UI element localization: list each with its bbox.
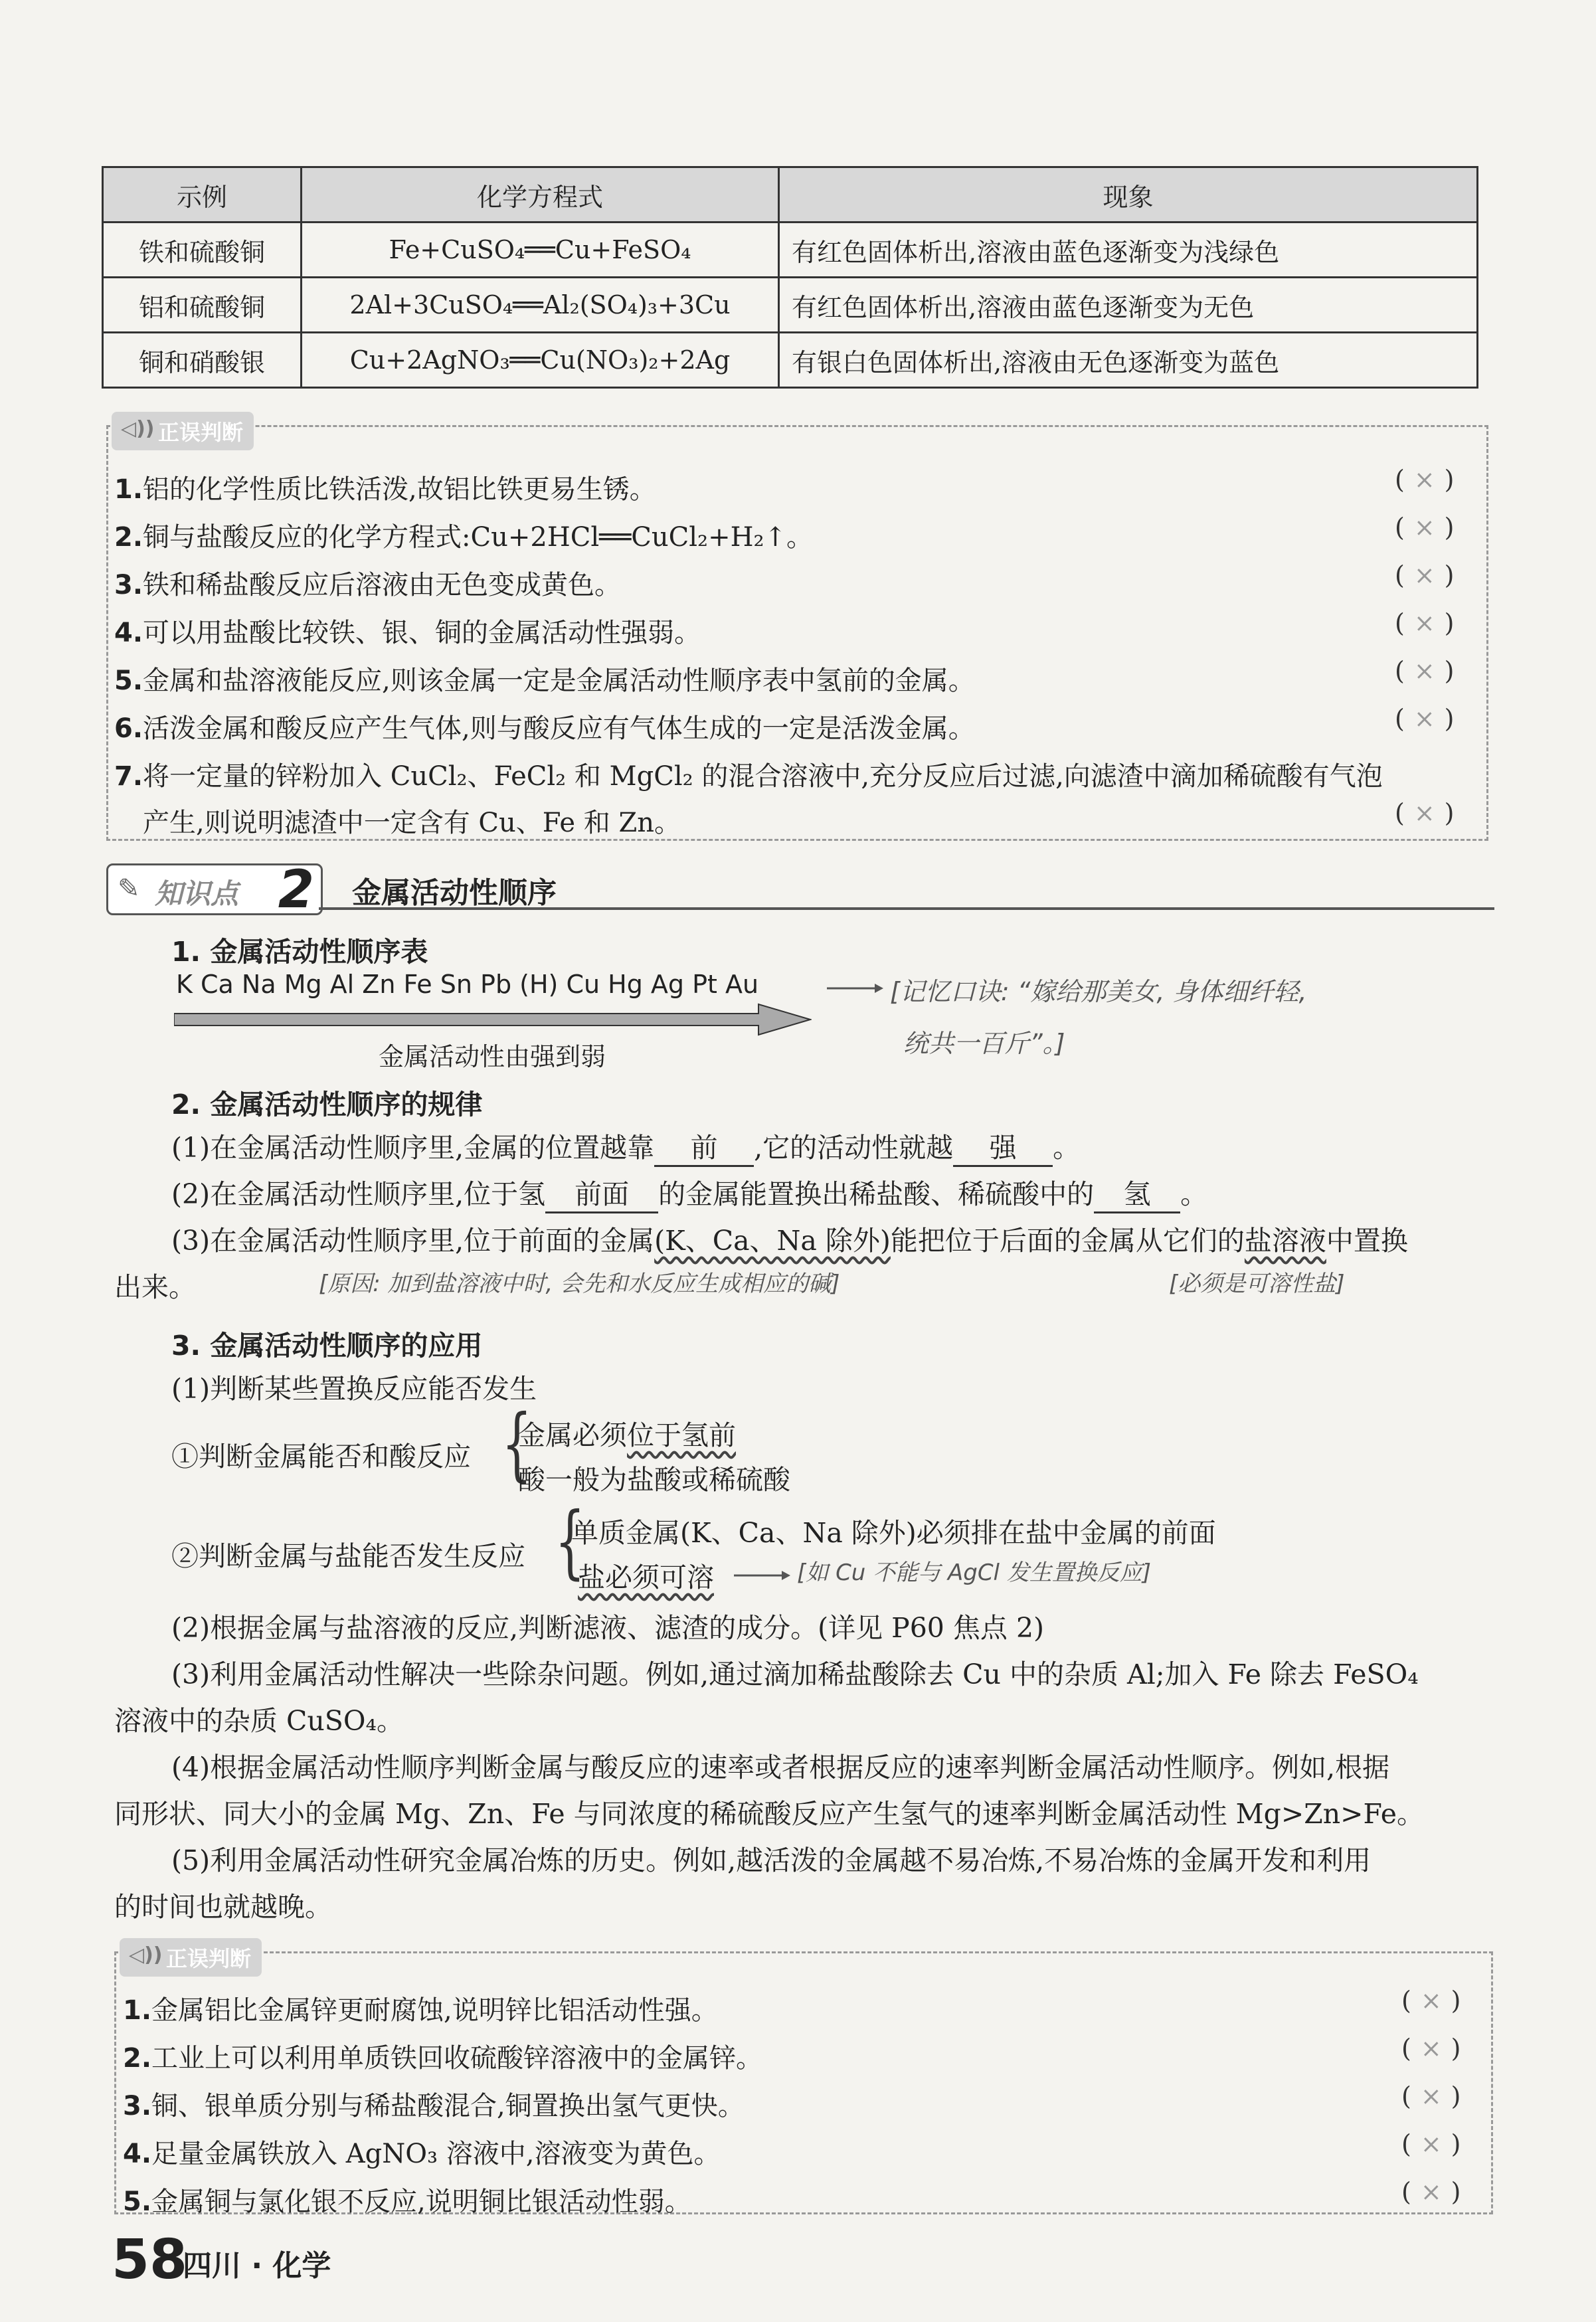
item-text: 铁和稀盐酸反应后溶液由无色变成黄色。 bbox=[143, 570, 622, 600]
item-text: 金属和盐溶液能反应,则该金属一定是金属活动性顺序表中氢前的金属。 bbox=[143, 666, 975, 696]
paren-close: ) bbox=[1444, 465, 1455, 494]
rule-text: 的金属能置换出稀盐酸、稀硫酸中的 bbox=[658, 1178, 1095, 1210]
rule-text: ,它的活动性就越 bbox=[754, 1132, 954, 1164]
rule-3 bbox=[171, 1219, 1408, 1258]
judgement-item bbox=[123, 1989, 718, 2027]
paren-open: ( bbox=[1395, 656, 1405, 685]
judgement-item bbox=[123, 2181, 691, 2218]
judgement-item bbox=[114, 660, 975, 697]
item-number: 2. bbox=[123, 2043, 152, 2074]
fill-blank: 前面 bbox=[545, 1172, 658, 1213]
speaker-icon: ◁)) bbox=[129, 1943, 163, 1967]
answer-mark: × bbox=[1413, 656, 1435, 685]
equation-cell: Cu+2AgNO₃══Cu(NO₃)₂+2Ag bbox=[302, 333, 779, 388]
paren-open: ( bbox=[1401, 2082, 1411, 2111]
pen-icon: ✎ bbox=[118, 873, 140, 904]
rule-1 bbox=[171, 1126, 1080, 1167]
rule-text: 中置换 bbox=[1326, 1225, 1408, 1257]
rule-text: 金属必须 bbox=[518, 1419, 627, 1451]
phenomenon-cell: 有红色固体析出,溶液由蓝色逐渐变为无色 bbox=[779, 278, 1478, 333]
judgement-item bbox=[123, 2037, 762, 2075]
agcl-note: [如 Cu 不能与 AgCl 发生置换反应] bbox=[797, 1560, 1152, 1586]
part3-heading: 3. 金属活动性顺序的应用 bbox=[171, 1330, 483, 1362]
knowledge-point-label: 知识点 bbox=[155, 877, 239, 910]
paren-close: ) bbox=[1444, 656, 1455, 685]
note-arrow-icon bbox=[827, 982, 883, 995]
item-text: 将一定量的锌粉加入 CuCl₂、FeCl₂ 和 MgCl₂ 的混合溶液中,充分反应后过滤,向滤渣中滴加稀硫酸有气泡 bbox=[143, 761, 1383, 792]
rule-text: 。 bbox=[1180, 1178, 1208, 1210]
application-4-line1: (4)根据金属活动性顺序判断金属与酸反应的速率或者根据反应的速率判断金属活动性顺序。例如,根据 bbox=[171, 1751, 1390, 1783]
answer-box bbox=[1401, 1986, 1461, 2015]
answer-box bbox=[1401, 2129, 1461, 2159]
part1-heading: 1. 金属活动性顺序表 bbox=[171, 936, 428, 968]
item-number: 4. bbox=[114, 618, 143, 648]
answer-mark: × bbox=[1413, 465, 1435, 494]
answer-mark: × bbox=[1413, 798, 1435, 828]
answer-mark: × bbox=[1420, 2129, 1442, 2159]
paren-open: ( bbox=[1395, 561, 1405, 590]
judgement-item bbox=[123, 2085, 745, 2123]
wavy-text: 盐溶液 bbox=[1244, 1225, 1326, 1257]
reason-note: [原因: 加到盐溶液中时, 会先和水反应生成相应的碱] bbox=[319, 1271, 840, 1297]
item-text: 铜与盐酸反应的化学方程式:Cu+2HCl══CuCl₂+H₂↑。 bbox=[143, 522, 814, 553]
answer-mark: × bbox=[1420, 1986, 1442, 2015]
item-text: 活泼金属和酸反应产生气体,则与酸反应有气体生成的一定是活泼金属。 bbox=[143, 713, 975, 744]
application-5-line1: (5)利用金属活动性研究金属冶炼的历史。例如,越活泼的金属越不易冶炼,不易冶炼的金属开发和利用 bbox=[171, 1844, 1372, 1876]
judgement-tag-label: 正误判断 bbox=[158, 420, 244, 445]
paren-open: ( bbox=[1401, 2177, 1411, 2206]
reaction-table bbox=[102, 166, 1478, 389]
judgement-item bbox=[114, 612, 701, 650]
application-1: (1)判断某些置换反应能否发生 bbox=[171, 1373, 537, 1405]
answer-box bbox=[1395, 656, 1455, 685]
table-header-row bbox=[103, 167, 1478, 223]
answer-box bbox=[1401, 2082, 1461, 2111]
knowledge-point-number: 2 bbox=[278, 860, 314, 920]
item-text: 工业上可以利用单质铁回收硫酸锌溶液中的金属锌。 bbox=[151, 2043, 763, 2074]
paren-open: ( bbox=[1395, 513, 1405, 542]
item-text: 金属铝比金属锌更耐腐蚀,说明锌比铝活动性强。 bbox=[151, 1995, 718, 2026]
paren-close: ) bbox=[1451, 2034, 1461, 2063]
paren-open: ( bbox=[1395, 798, 1405, 828]
paren-open: ( bbox=[1401, 2129, 1411, 2159]
memo-line-1: [记忆口诀: “嫁给那美女, 身体细纤轻, bbox=[890, 977, 1307, 1006]
section-divider bbox=[319, 907, 1494, 910]
part2-heading: 2. 金属活动性顺序的规律 bbox=[171, 1089, 483, 1120]
page-number: 58 bbox=[112, 2228, 188, 2291]
example-cell: 铁和硫酸铜 bbox=[103, 223, 302, 278]
judgement-tag bbox=[112, 412, 254, 450]
brace-icon: { bbox=[501, 1398, 533, 1490]
item-text: 可以用盐酸比较铁、银、铜的金属活动性强弱。 bbox=[143, 618, 701, 648]
activity-series: K Ca Na Mg Al Zn Fe Sn Pb (H) Cu Hg Ag Pt Au bbox=[176, 970, 759, 999]
answer-box bbox=[1395, 561, 1455, 590]
rule-text: (2)在金属活动性顺序里,位于氢 bbox=[171, 1178, 546, 1210]
answer-mark: × bbox=[1420, 2082, 1442, 2111]
item-number: 1. bbox=[114, 474, 143, 505]
fill-blank: 强 bbox=[953, 1126, 1053, 1167]
equation-cell: Fe+CuSO₄══Cu+FeSO₄ bbox=[302, 223, 779, 278]
paren-open: ( bbox=[1401, 2034, 1411, 2063]
wavy-text: 位于氢前 bbox=[627, 1419, 736, 1451]
judgement-item bbox=[114, 707, 975, 745]
example-cell: 铝和硫酸铜 bbox=[103, 278, 302, 333]
answer-box bbox=[1395, 465, 1455, 494]
fill-blank: 前 bbox=[654, 1126, 754, 1167]
fill-blank: 氢 bbox=[1094, 1172, 1180, 1213]
application-5-line2: 的时间也就越晚。 bbox=[114, 1891, 332, 1923]
answer-box bbox=[1395, 608, 1455, 638]
soluble-note: [必须是可溶性盐] bbox=[1169, 1271, 1345, 1297]
judgement-item bbox=[114, 468, 656, 506]
paren-close: ) bbox=[1444, 798, 1455, 828]
rule-text: 。 bbox=[1053, 1132, 1081, 1164]
speaker-icon: ◁)) bbox=[121, 417, 155, 440]
item-number: 7. bbox=[114, 761, 143, 792]
table-row bbox=[103, 223, 1478, 278]
item-number: 3. bbox=[123, 2091, 152, 2121]
paren-open: ( bbox=[1401, 1986, 1411, 2015]
answer-box bbox=[1401, 2177, 1461, 2206]
table-row bbox=[103, 278, 1478, 333]
arrow-label: 金属活动性由强到弱 bbox=[379, 1042, 606, 1071]
application-1-ii-line2: 盐必须可溶 bbox=[578, 1562, 714, 1593]
application-4-line2: 同形状、同大小的金属 Mg、Zn、Fe 与同浓度的稀硫酸反应产生氢气的速率判断金属活动性 Mg>Zn>Fe。 bbox=[114, 1798, 1424, 1830]
application-3-line2: 溶液中的杂质 CuSO₄。 bbox=[114, 1705, 404, 1737]
paren-close: ) bbox=[1444, 608, 1455, 638]
section-title: 金属活动性顺序 bbox=[352, 876, 557, 910]
item-text: 足量金属铁放入 AgNO₃ 溶液中,溶液变为黄色。 bbox=[151, 2139, 721, 2169]
paren-close: ) bbox=[1451, 2129, 1461, 2159]
answer-box bbox=[1395, 798, 1455, 828]
answer-box bbox=[1395, 704, 1455, 733]
rule-text: (3)在金属活动性顺序里,位于前面的金属 bbox=[171, 1225, 655, 1257]
answer-mark: × bbox=[1413, 608, 1435, 638]
paren-close: ) bbox=[1444, 561, 1455, 590]
footer-label: 四川 · 化学 bbox=[183, 2249, 331, 2283]
memo-line-2: 统共一百斤”。] bbox=[903, 1029, 1065, 1058]
paren-close: ) bbox=[1451, 2082, 1461, 2111]
paren-close: ) bbox=[1444, 704, 1455, 733]
paren-open: ( bbox=[1395, 465, 1405, 494]
paren-close: ) bbox=[1451, 2177, 1461, 2206]
judgement-item-continued bbox=[143, 802, 681, 840]
answer-mark: × bbox=[1413, 561, 1435, 590]
rule-3-continued: 出来。 bbox=[114, 1271, 196, 1303]
paren-close: ) bbox=[1444, 513, 1455, 542]
application-3-line1: (3)利用金属活动性解决一些除杂问题。例如,通过滴加稀盐酸除去 Cu 中的杂质 Al;加入 Fe 除去 FeSO₄ bbox=[171, 1658, 1419, 1690]
item-text: 铜、银单质分别与稀盐酸混合,铜置换出氢气更快。 bbox=[151, 2091, 745, 2121]
item-text: 铝的化学性质比铁活泼,故铝比铁更易生锈。 bbox=[143, 474, 656, 505]
rule-2 bbox=[171, 1172, 1207, 1213]
application-2: (2)根据金属与盐溶液的反应,判断滤液、滤渣的成分。(详见 P60 焦点 2) bbox=[171, 1612, 1045, 1644]
judgement-item bbox=[114, 564, 621, 602]
judgement-tag-label: 正误判断 bbox=[166, 1946, 252, 1971]
brace-icon: { bbox=[555, 1496, 586, 1588]
answer-mark: × bbox=[1420, 2177, 1442, 2206]
item-text: 产生,则说明滤渣中一定含有 Cu、Fe 和 Zn。 bbox=[143, 808, 681, 838]
application-1-ii-label: ②判断金属与盐能否发生反应 bbox=[171, 1540, 525, 1572]
answer-mark: × bbox=[1413, 704, 1435, 733]
paren-open: ( bbox=[1395, 704, 1405, 733]
application-1-i-label: ①判断金属能否和酸反应 bbox=[171, 1441, 471, 1473]
item-text: 金属铜与氯化银不反应,说明铜比银活动性弱。 bbox=[151, 2187, 691, 2217]
item-number: 1. bbox=[123, 1995, 152, 2026]
wavy-text: (K、Ca、Na 除外) bbox=[654, 1225, 891, 1257]
item-number: 5. bbox=[114, 666, 143, 696]
application-1-i-line2: 酸一般为盐酸或稀硫酸 bbox=[518, 1464, 790, 1496]
answer-mark: × bbox=[1413, 513, 1435, 542]
example-cell: 铜和硝酸银 bbox=[103, 333, 302, 388]
table-row bbox=[103, 333, 1478, 388]
item-number: 5. bbox=[123, 2187, 152, 2217]
judgement-item bbox=[123, 2133, 721, 2171]
answer-box bbox=[1401, 2034, 1461, 2063]
answer-box bbox=[1395, 513, 1455, 542]
application-1-i-line1 bbox=[518, 1413, 736, 1453]
application-1-ii-line1: 单质金属(K、Ca、Na 除外)必须排在盐中金属的前面 bbox=[571, 1517, 1216, 1549]
judgement-tag bbox=[120, 1938, 262, 1977]
item-number: 6. bbox=[114, 713, 143, 744]
phenomenon-cell: 有红色固体析出,溶液由蓝色逐渐变为浅绿色 bbox=[779, 223, 1478, 278]
note-arrow-icon bbox=[734, 1569, 790, 1582]
item-number: 4. bbox=[123, 2139, 152, 2169]
activity-arrow bbox=[174, 1002, 812, 1037]
paren-open: ( bbox=[1395, 608, 1405, 638]
rule-text: 能把位于后面的金属从它们的 bbox=[890, 1225, 1245, 1257]
column-header: 示例 bbox=[103, 167, 302, 223]
equation-cell: 2Al+3CuSO₄══Al₂(SO₄)₃+3Cu bbox=[302, 278, 779, 333]
column-header: 化学方程式 bbox=[302, 167, 779, 223]
knowledge-point-badge bbox=[106, 860, 323, 920]
paren-close: ) bbox=[1451, 1986, 1461, 2015]
answer-mark: × bbox=[1420, 2034, 1442, 2063]
phenomenon-cell: 有银白色固体析出,溶液由无色逐渐变为蓝色 bbox=[779, 333, 1478, 388]
judgement-item bbox=[114, 755, 1383, 793]
item-number: 2. bbox=[114, 522, 143, 553]
column-header: 现象 bbox=[779, 167, 1478, 223]
rule-text: (1)在金属活动性顺序里,金属的位置越靠 bbox=[171, 1132, 655, 1164]
item-number: 3. bbox=[114, 570, 143, 600]
judgement-item bbox=[114, 516, 813, 554]
